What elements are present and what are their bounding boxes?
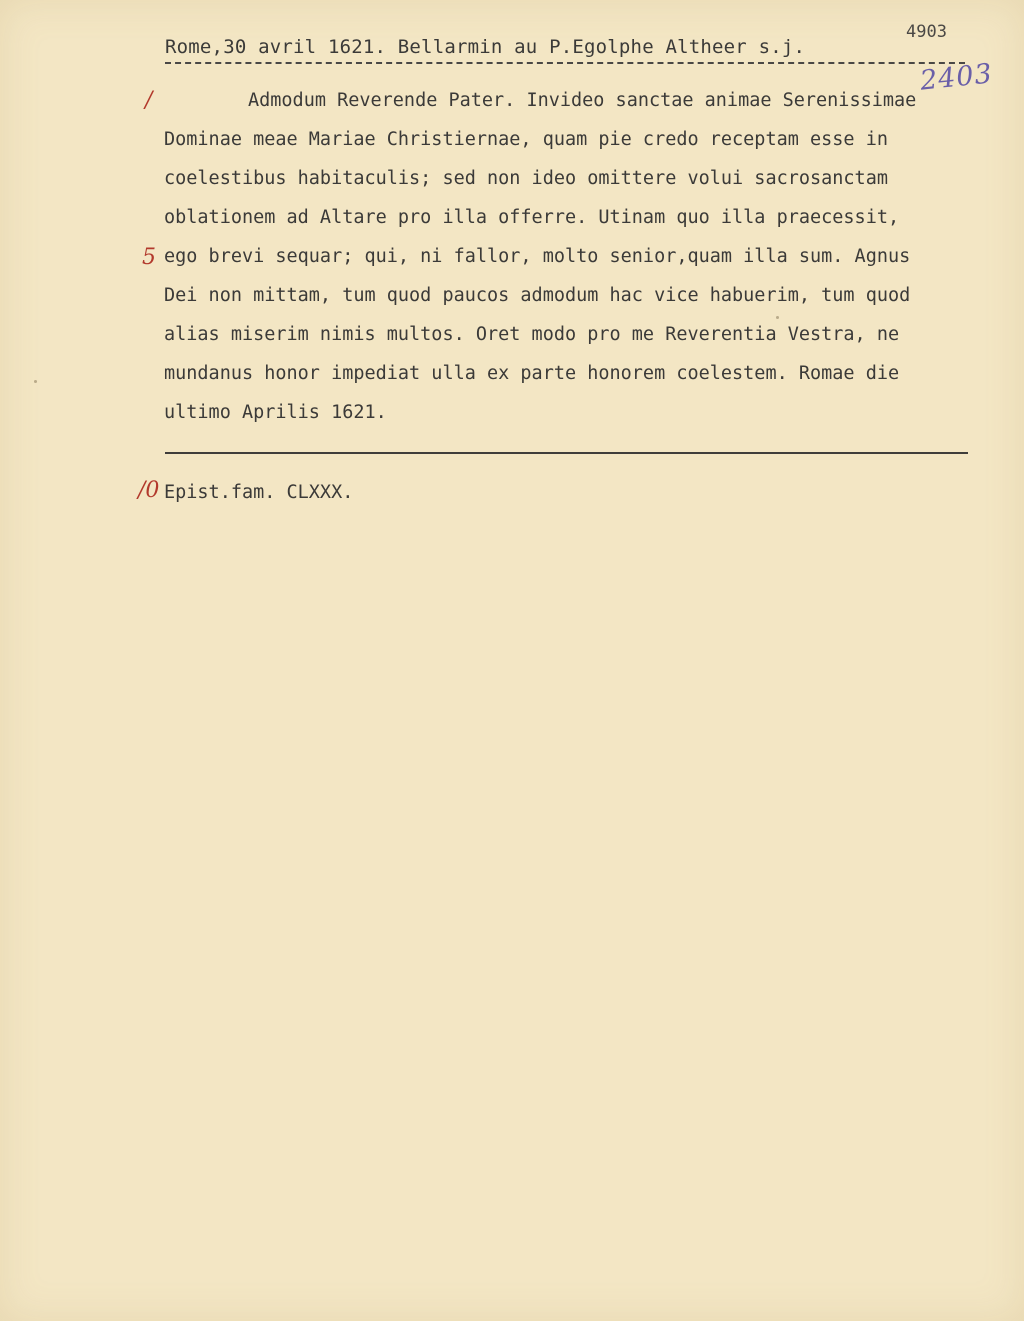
letter-body	[164, 86, 974, 437]
handwritten-number: 2403	[918, 58, 995, 97]
body-line: alias miserim nimis multos. Oret modo pro me Reverentia Vestra, ne	[164, 324, 900, 345]
body-line: coelestibus habitaculis; sed non ideo omittere volui sacrosanctam	[164, 168, 888, 189]
page-number: 4903	[906, 22, 947, 42]
body-line: oblationem ad Altare pro illa offerre. Utinam quo illa praecessit,	[164, 207, 900, 228]
body-line: Admodum Reverende Pater. Invideo sanctae animae Serenissimae	[248, 90, 917, 111]
body-line: mundanus honor impediat ulla ex parte honorem coelestem. Romae die	[164, 363, 900, 384]
document-header: Rome,30 avril 1621. Bellarmin au P.Egolphe Altheer s.j.	[165, 36, 806, 58]
footnote-reference: Epist.fam. CLXXX.	[164, 482, 354, 503]
margin-line-number-1: /	[145, 88, 153, 113]
margin-line-number-5: 5	[142, 245, 156, 270]
body-line: Dominae meae Mariae Christiernae, quam pie credo receptam esse in	[164, 129, 888, 150]
body-line: ego brevi sequar; qui, ni fallor, molto senior,quam illa sum. Agnus	[164, 246, 911, 267]
paper-speck	[776, 316, 779, 319]
header-dashed-rule	[165, 62, 965, 64]
margin-line-number-10: /0	[138, 478, 160, 503]
paper-speck	[34, 380, 37, 383]
footnote-rule	[165, 452, 968, 454]
body-line: Dei non mittam, tum quod paucos admodum hac vice habuerim, tum quod	[164, 285, 911, 306]
body-line: ultimo Aprilis 1621.	[164, 402, 387, 423]
